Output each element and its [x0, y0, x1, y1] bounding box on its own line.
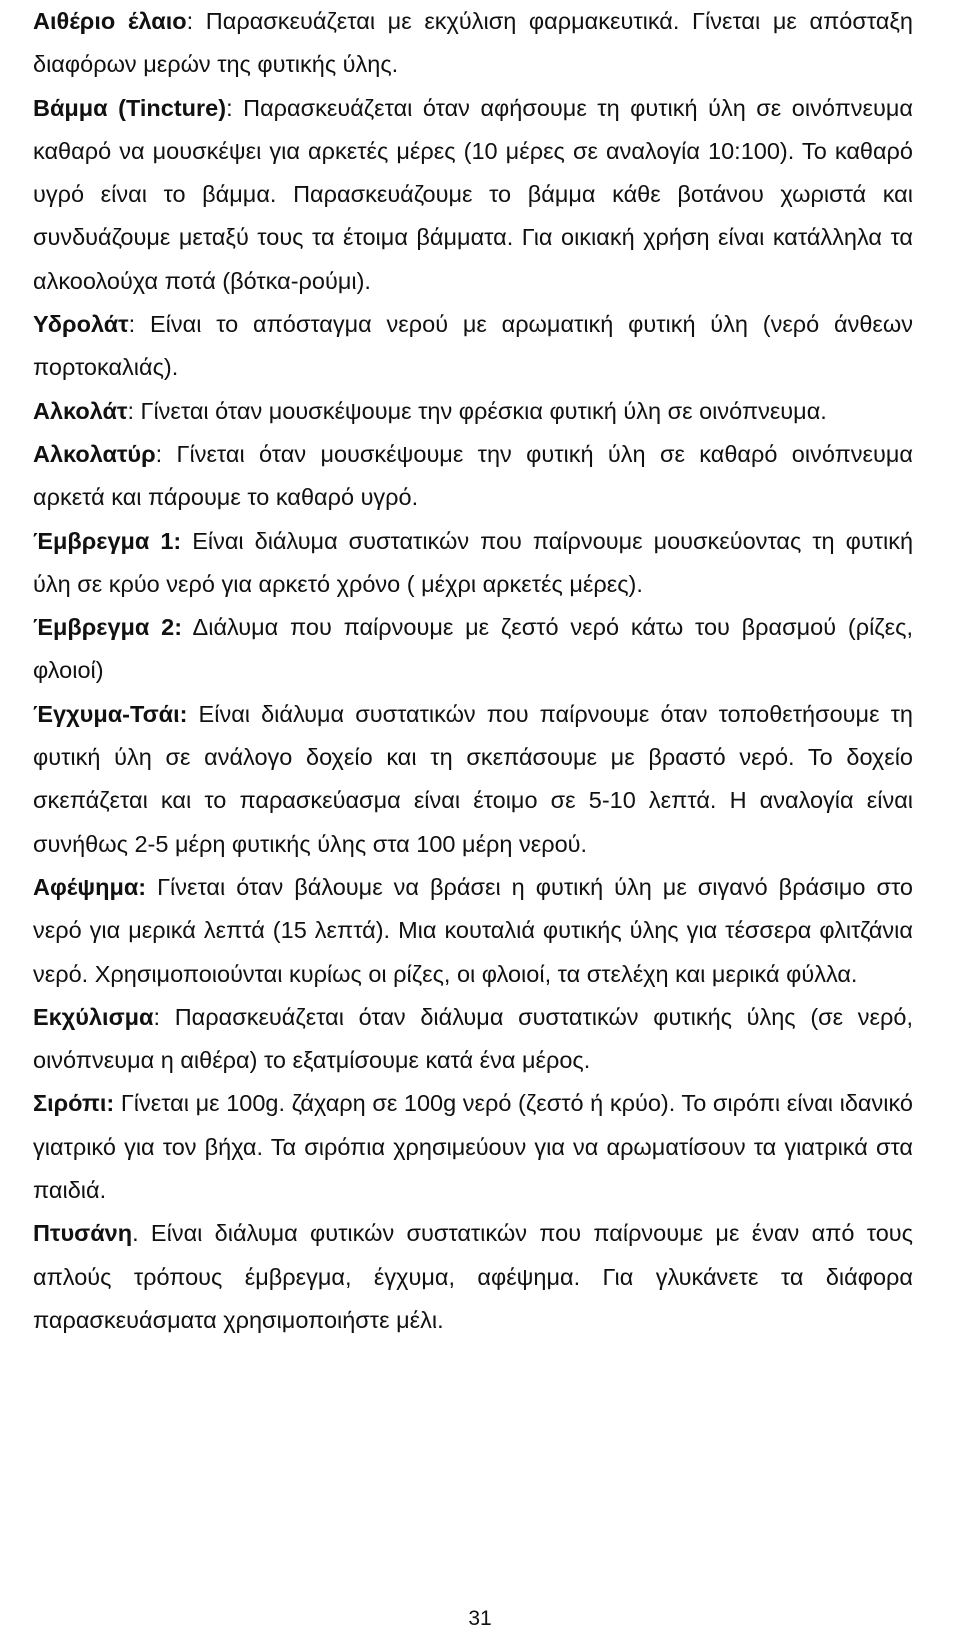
entry-emvregma-1	[33, 520, 913, 607]
entry-ekchylisma	[33, 996, 913, 1083]
entry-term: Πτυσάνη	[33, 1220, 133, 1247]
entry-text: Διάλυμα που παίρνουμε με ζεστό νερό κάτω του βρασμού (ρίζες, φλοιοί)	[33, 614, 913, 684]
entry-term: Αιθέριο έλαιο	[33, 8, 187, 34]
entry-ptysani	[33, 1212, 913, 1342]
entry-text: : Γίνεται όταν μουσκέψουμε την φυτική ύλη σε καθαρό οινόπνευμα αρκετά και πάρουμε το καθαρό υγρό.	[33, 440, 913, 511]
entry-term: Αλκολατύρ	[33, 440, 156, 467]
entry-text: . Είναι διάλυμα φυτικών συστατικών που παίρνουμε με έναν από τους απλούς τρόπους έμβρεγμα, έγχυμα, αφέψημα. Για γλυκάνετε τα διάφορα παρασκευάσματα χρησιμοποιήστε μέλι.	[33, 1220, 913, 1333]
entry-text: Γίνεται με 100g. ζάχαρη σε 100g νερό (ζεστό ή κρύο). Το σιρόπι είναι ιδανικό γιατρικό για τον βήχα. Τα σιρόπια χρησιμεύουν για να αρωματίσουν τα γιατρικά στα παιδιά.	[33, 1090, 913, 1204]
entry-aithério-elaio	[33, 0, 913, 87]
entry-text: Είναι διάλυμα συστατικών που παίρνουμε μουσκεύοντας τη φυτική ύλη σε κρύο νερό για αρκετό χρόνο ( μέχρι αρκετές μέρες).	[33, 527, 914, 597]
entry-alkolat	[33, 390, 913, 433]
entry-term: Έμβρεγμα 2:	[33, 614, 183, 641]
page-body	[33, 0, 913, 1342]
entry-emvregma-2	[33, 606, 913, 693]
entry-text: : Γίνεται όταν μουσκέψουμε την φρέσκια φυτική ύλη σε οινόπνευμα.	[127, 397, 827, 424]
entry-term: Έμβρεγμα 1:	[33, 527, 182, 554]
entry-egchyma-tsai	[33, 693, 913, 866]
entry-term: Έγχυμα-Τσάι:	[33, 700, 188, 727]
entry-afepsima	[33, 866, 913, 996]
entry-term: Αλκολάτ	[33, 397, 128, 424]
entry-text: : Παρασκευάζεται όταν αφήσουμε τη φυτική ύλη σε οινόπνευμα καθαρό να μουσκέψει για αρκετές μέρες (10 μέρες σε αναλογία 10:100). Το καθαρό υγρό είναι το βάμμα. Παρασκευάζουμε το βάμμα κάθε βοτάνου χωριστά και συνδυάζουμε μεταξύ τους τα έτοιμα βάμματα. Για οικιακή χρήση είναι κατάλληλα τα αλκοολούχα ποτά (βότκα-ρούμι).	[33, 94, 913, 294]
entry-term: Υδρολάτ	[33, 311, 129, 338]
entry-text: Γίνεται όταν βάλουμε να βράσει η φυτική ύλη με σιγανό βράσιμο στο νερό για μερικά λεπτά (15 λεπτά). Μια κουταλιά φυτικής ύλης για τέσσερα φλιτζάνια νερό. Χρησιμοποιούνται κυρίως οι ρίζες, οι φλοιοί, τα στελέχη και μερικά φύλλα.	[33, 873, 913, 987]
entry-ydrolat	[33, 303, 913, 390]
entry-term: Σιρόπι:	[33, 1090, 115, 1117]
entry-text: : Είναι το απόσταγμα νερού με αρωματική φυτική ύλη (νερό άνθεων πορτοκαλιάς).	[33, 311, 913, 381]
entry-alkolatyr	[33, 433, 913, 520]
page-number: 31	[468, 1607, 492, 1630]
entry-text: : Παρασκευάζεται όταν διάλυμα συστατικών φυτικής ύλης (σε νερό, οινόπνευμα η αιθέρα) το εξατμίσουμε κατά ένα μέρος.	[33, 1003, 913, 1074]
entry-term: Αφέψημα:	[33, 873, 147, 900]
entry-term: Βάμμα (Tincture)	[33, 94, 227, 121]
entry-vamma	[33, 87, 913, 303]
entry-text: : Παρασκευάζεται με εκχύλιση φαρμακευτικά. Γίνεται με απόσταξη διαφόρων μερών της φυτικής ύλης.	[33, 8, 913, 78]
entry-text: Είναι διάλυμα συστατικών που παίρνουμε όταν τοποθετήσουμε τη φυτική ύλη σε ανάλογο δοχείο και τη σκεπάσουμε με βραστό νερό. Το δοχείο σκεπάζεται και το παρασκεύασμα είναι έτοιμο σε 5-10 λεπτά. Η αναλογία είναι συνήθως 2-5 μέρη φυτικής ύλης στα 100 μέρη νερού.	[33, 700, 913, 857]
entry-term: Εκχύλισμα	[33, 1003, 154, 1030]
entry-siropi	[33, 1082, 913, 1212]
